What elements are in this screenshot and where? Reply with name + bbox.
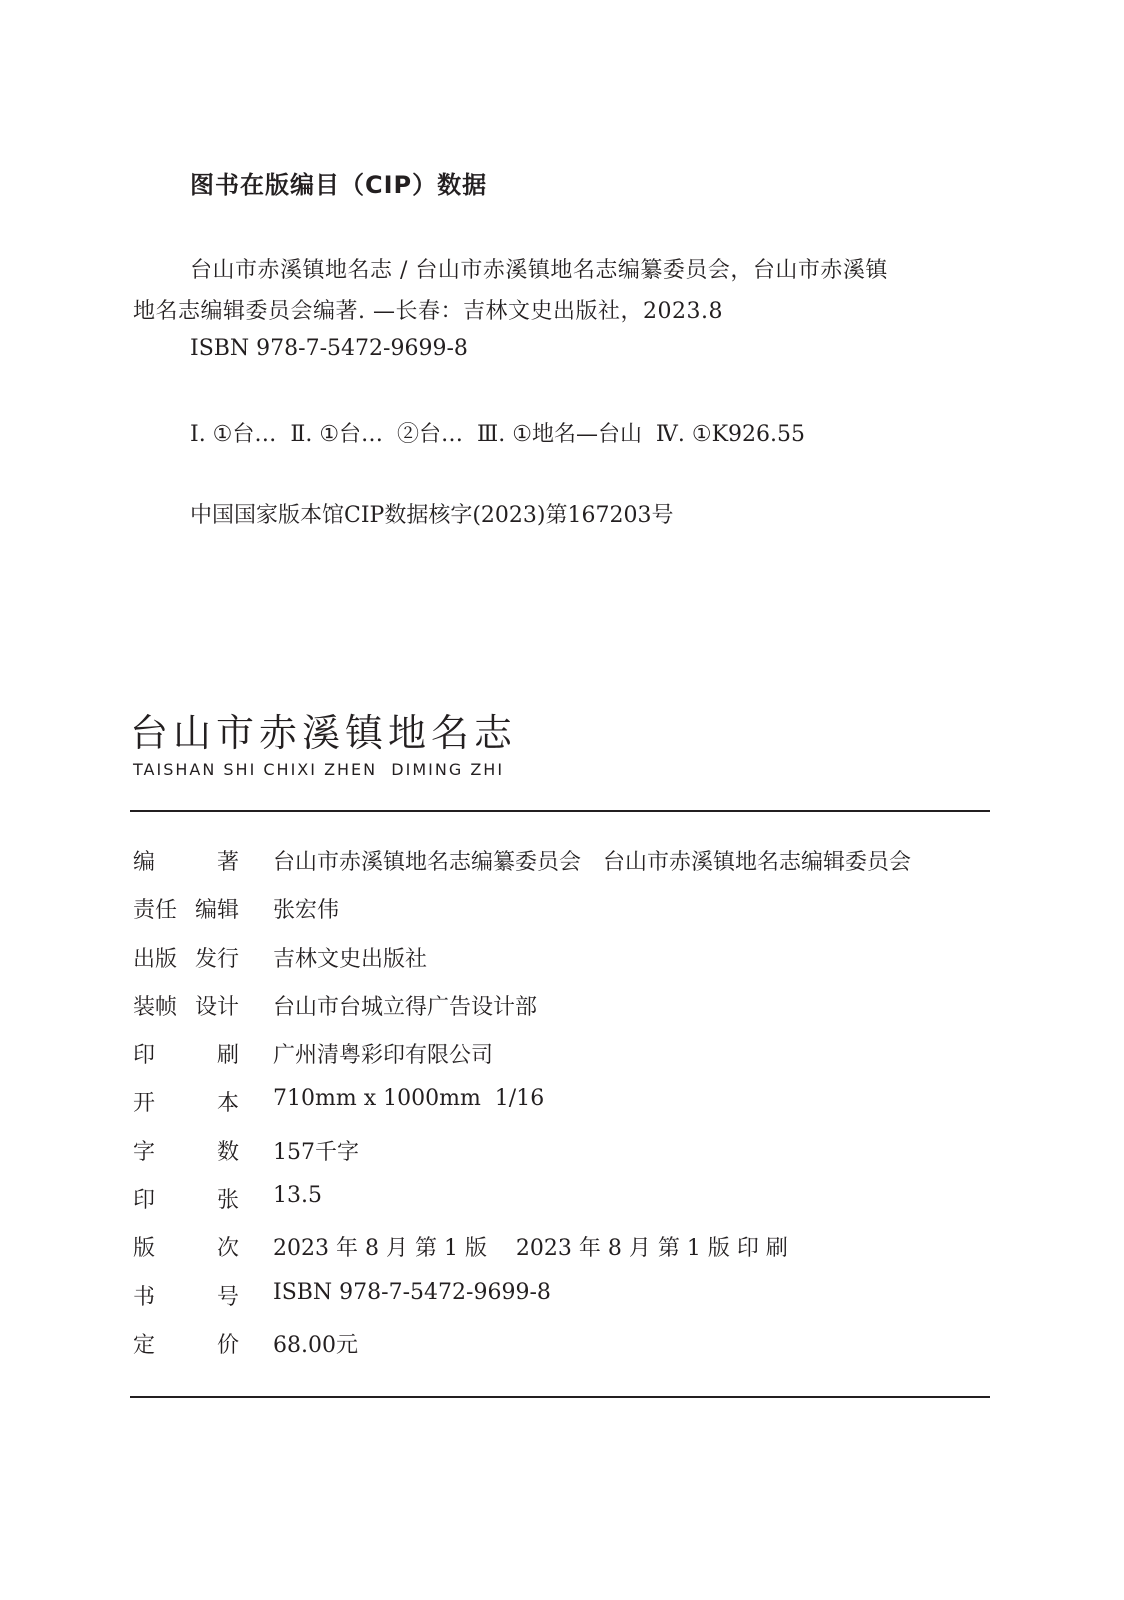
- detail-value: 台山市台城立得广告设计部: [273, 994, 538, 1020]
- label-part: 发行: [194, 946, 239, 972]
- detail-row-publisher: [133, 942, 993, 990]
- detail-row-author: [133, 845, 993, 893]
- detail-label: [133, 893, 239, 924]
- detail-value: 157千字: [273, 1139, 359, 1165]
- detail-label: [133, 1135, 239, 1166]
- label-part: 书: [133, 1284, 156, 1310]
- detail-row-price: [133, 1328, 993, 1376]
- label-part: 字: [133, 1139, 156, 1165]
- detail-row-format: [133, 1086, 993, 1134]
- label-part: 著: [216, 850, 239, 875]
- detail-value: 吉林文史出版社: [273, 946, 428, 972]
- detail-row-design: [133, 990, 993, 1038]
- label-part: 张: [216, 1188, 239, 1214]
- cip-classification-line: Ⅰ. ①台… Ⅱ. ①台… ②台… Ⅲ. ①地名—台山 Ⅳ. ①K926.55: [190, 422, 806, 447]
- divider-top: [130, 810, 990, 812]
- cip-heading: 图书在版编目（CIP）数据: [190, 171, 488, 199]
- label-part: 刷: [216, 1043, 239, 1069]
- detail-row-printer: [133, 1038, 993, 1086]
- detail-row-sheets: [133, 1183, 993, 1231]
- detail-value: ISBN 978-7-5472-9699-8: [273, 1279, 551, 1305]
- detail-label: [133, 845, 239, 876]
- label-part: 定: [133, 1332, 156, 1358]
- label-part: 价: [216, 1332, 239, 1358]
- detail-label: [133, 1183, 239, 1214]
- detail-value: 710mm x 1000mm 1/16: [273, 1086, 545, 1112]
- detail-label: [133, 1086, 239, 1117]
- detail-value: 68.00元: [273, 1332, 358, 1358]
- label-part: 装帧: [133, 994, 178, 1020]
- detail-label: [133, 1038, 239, 1069]
- detail-label: [133, 990, 239, 1021]
- detail-label: [133, 1280, 239, 1311]
- detail-row-isbn: [133, 1280, 993, 1328]
- label-part: 次: [216, 1236, 239, 1262]
- label-part: 数: [216, 1139, 239, 1165]
- detail-label: [133, 1328, 239, 1359]
- cip-title-line: 台山市赤溪镇地名志 / 台山市赤溪镇地名志编纂委员会，台山市赤溪镇: [190, 258, 888, 283]
- cip-verification-line: 中国国家版本馆CIP数据核字(2023)第167203号: [190, 503, 674, 528]
- cip-isbn-line: ISBN 978-7-5472-9699-8: [190, 336, 468, 361]
- label-part: 编: [133, 850, 156, 875]
- detail-label: [133, 942, 239, 973]
- detail-row-wordcount: [133, 1135, 993, 1183]
- cip-publisher-line: 地名志编辑委员会编著. —长春：吉林文史出版社，2023.8: [133, 299, 723, 324]
- label-part: 本: [216, 1091, 239, 1117]
- detail-value: 张宏伟: [273, 898, 340, 924]
- label-part: 版: [133, 1236, 156, 1262]
- detail-value: 广州清粤彩印有限公司: [273, 1043, 494, 1069]
- detail-label: [133, 1231, 239, 1262]
- label-part: 编辑: [194, 898, 239, 924]
- label-part: 号: [216, 1284, 239, 1310]
- label-part: 印: [133, 1043, 156, 1069]
- details-table: [133, 845, 993, 1376]
- label-part: 设计: [194, 994, 239, 1020]
- label-part: 责任: [133, 898, 178, 924]
- detail-value: 2023 年 8 月 第 1 版 2023 年 8 月 第 1 版 印 刷: [273, 1236, 788, 1262]
- label-part: 印: [133, 1188, 156, 1214]
- book-pinyin: TAISHAN SHI CHIXI ZHEN DIMING ZHI: [133, 760, 505, 779]
- detail-value: 13.5: [273, 1183, 322, 1209]
- divider-bottom: [130, 1396, 990, 1398]
- detail-row-editor: [133, 893, 993, 941]
- label-part: 出版: [133, 946, 178, 972]
- detail-value: 台山市赤溪镇地名志编纂委员会 台山市赤溪镇地名志编辑委员会: [273, 850, 912, 875]
- label-part: 开: [133, 1091, 156, 1117]
- detail-row-edition: [133, 1231, 993, 1279]
- book-title: 台山市赤溪镇地名志: [130, 711, 518, 755]
